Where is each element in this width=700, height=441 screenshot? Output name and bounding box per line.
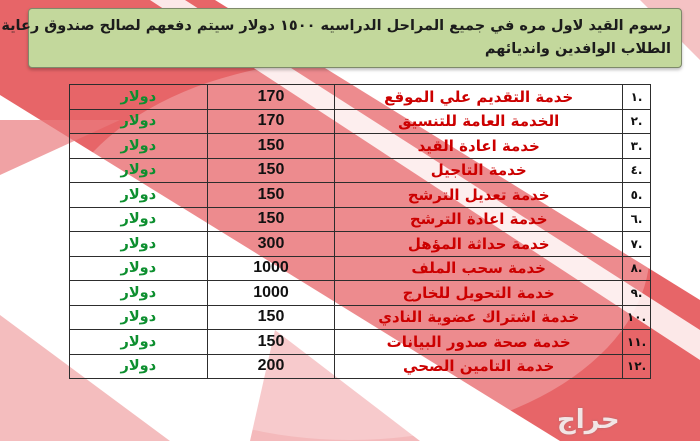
fees-table <box>69 84 651 379</box>
fee-amount: 150 <box>207 134 335 159</box>
service-name: خدمة سحب الملف <box>335 256 623 281</box>
fee-amount: 150 <box>207 207 335 232</box>
table-row <box>70 134 651 159</box>
service-name: خدمة اعادة القيد <box>335 134 623 159</box>
row-number: .٨ <box>623 256 651 281</box>
currency-label: دولار <box>70 158 208 183</box>
row-number: .٥ <box>623 183 651 208</box>
header-line-2: الطلاب الوافدين وانديائهم <box>484 41 671 57</box>
service-name: خدمة التاجيل <box>335 158 623 183</box>
fee-amount: 150 <box>207 330 335 355</box>
table-row <box>70 305 651 330</box>
service-name: خدمة تعديل الترشح <box>335 183 623 208</box>
table-row <box>70 183 651 208</box>
row-number: .١٢ <box>623 354 651 379</box>
row-number: .٩ <box>623 281 651 306</box>
row-number: .٤ <box>623 158 651 183</box>
currency-label: دولار <box>70 256 208 281</box>
currency-label: دولار <box>70 207 208 232</box>
table-row <box>70 281 651 306</box>
service-name: خدمة التقديم علي الموقع <box>335 85 623 110</box>
fee-amount: 150 <box>207 305 335 330</box>
header-banner <box>1 8 682 68</box>
fee-amount: 170 <box>207 109 335 134</box>
table-row <box>70 158 651 183</box>
fee-amount: 1000 <box>207 256 335 281</box>
currency-label: دولار <box>70 134 208 159</box>
row-number: .١٠ <box>623 305 651 330</box>
row-number: .١١ <box>623 330 651 355</box>
table-row <box>70 85 651 110</box>
table-row <box>70 330 651 355</box>
fee-amount: 170 <box>207 85 335 110</box>
currency-label: دولار <box>70 330 208 355</box>
table-row <box>70 232 651 257</box>
currency-label: دولار <box>70 109 208 134</box>
service-name: خدمة اشتراك عضوية النادي <box>335 305 623 330</box>
fee-amount: 300 <box>207 232 335 257</box>
watermark-logo: حراج <box>557 405 620 435</box>
table-row <box>70 256 651 281</box>
currency-label: دولار <box>70 85 208 110</box>
fee-amount: 1000 <box>207 281 335 306</box>
table-row <box>70 354 651 379</box>
service-name: خدمة التامين الصحي <box>335 354 623 379</box>
currency-label: دولار <box>70 354 208 379</box>
fee-amount: 150 <box>207 183 335 208</box>
row-number: .٦ <box>623 207 651 232</box>
table-row <box>70 207 651 232</box>
service-name: خدمة حداثة المؤهل <box>335 232 623 257</box>
fee-amount: 150 <box>207 158 335 183</box>
header-line-1: رسوم القيد لاول مره في جميع المراحل الدراسيه ١٥٠٠ دولار سيتم دفعهم لصالح صندوق رعاية <box>1 18 671 34</box>
row-number: .٣ <box>623 134 651 159</box>
service-name: خدمة التحويل للخارج <box>335 281 623 306</box>
currency-label: دولار <box>70 232 208 257</box>
currency-label: دولار <box>70 183 208 208</box>
row-number: .٢ <box>623 109 651 134</box>
service-name: خدمة اعادة الترشح <box>335 207 623 232</box>
service-name: خدمة صحة صدور البيانات <box>335 330 623 355</box>
currency-label: دولار <box>70 305 208 330</box>
row-number: .٧ <box>623 232 651 257</box>
table-row <box>70 109 651 134</box>
service-name: الخدمة العامة للتنسيق <box>335 109 623 134</box>
row-number: .١ <box>623 85 651 110</box>
fee-amount: 200 <box>207 354 335 379</box>
currency-label: دولار <box>70 281 208 306</box>
